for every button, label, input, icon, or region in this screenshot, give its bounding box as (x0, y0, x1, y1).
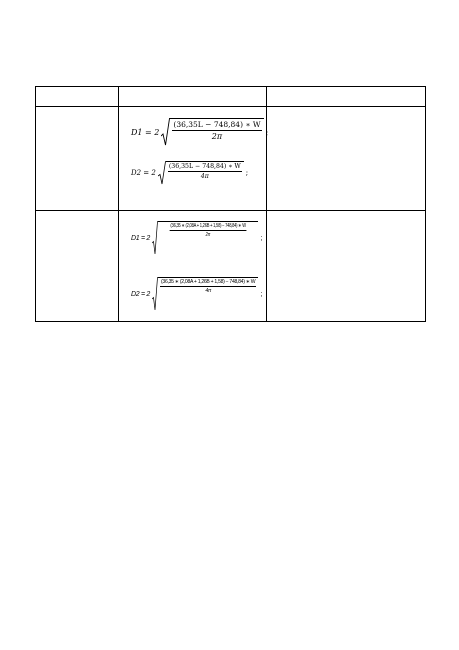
formula-semicolon: ; (265, 127, 269, 137)
row2-label-cell (36, 211, 119, 322)
formula-lhs: D2 = 2 (131, 169, 156, 177)
formula-denominator: 4π (205, 288, 211, 294)
formula-d1-extended (131, 221, 262, 255)
header-cell-3 (267, 87, 426, 107)
formula-numerator: (36,35L − 748,84) ∗ W (168, 163, 241, 170)
formula-denominator: 2π (211, 132, 223, 141)
formula-semicolon: ; (245, 169, 249, 177)
formula-lhs: D1 = 2 (131, 234, 151, 242)
radical-sign-icon (158, 161, 166, 185)
row2-formula-cell (119, 211, 267, 322)
formula-denominator: 2π (205, 232, 211, 238)
formula-lhs: D2 = 2 (131, 290, 151, 298)
formula-semicolon: ; (260, 290, 262, 298)
formula-numerator: (36,35L − 748,84) ∗ W (173, 120, 261, 129)
formula-semicolon: ; (260, 234, 262, 242)
formula-denominator: 4π (200, 173, 209, 180)
formula-numerator: (36,35 ∗ (2,08A + 1,26B + 1,58) − 748,84) ∗ W (161, 279, 256, 285)
table-header-row (36, 87, 426, 107)
formula-numerator: (36,35 ∗ (2,08A + 1,26B + 1,58) − 748,84) ∗ W (170, 223, 246, 229)
radical-sign-icon (161, 118, 170, 146)
formula-table (35, 86, 426, 322)
square-root (152, 277, 258, 311)
row1-formula-cell (119, 107, 267, 211)
square-root (152, 221, 258, 255)
square-root (158, 161, 244, 185)
header-cell-2 (119, 87, 267, 107)
formula-d1-simple (131, 118, 268, 146)
header-cell-1 (36, 87, 119, 107)
table-row (36, 107, 426, 211)
row2-note-cell (267, 211, 426, 322)
row1-note-cell (267, 107, 426, 211)
square-root (161, 118, 263, 146)
row1-label-cell (36, 107, 119, 211)
table-row (36, 211, 426, 322)
formula-lhs: D1 = 2 (131, 127, 160, 137)
formula-d2-extended (131, 277, 262, 311)
formula-d2-simple (131, 161, 248, 185)
